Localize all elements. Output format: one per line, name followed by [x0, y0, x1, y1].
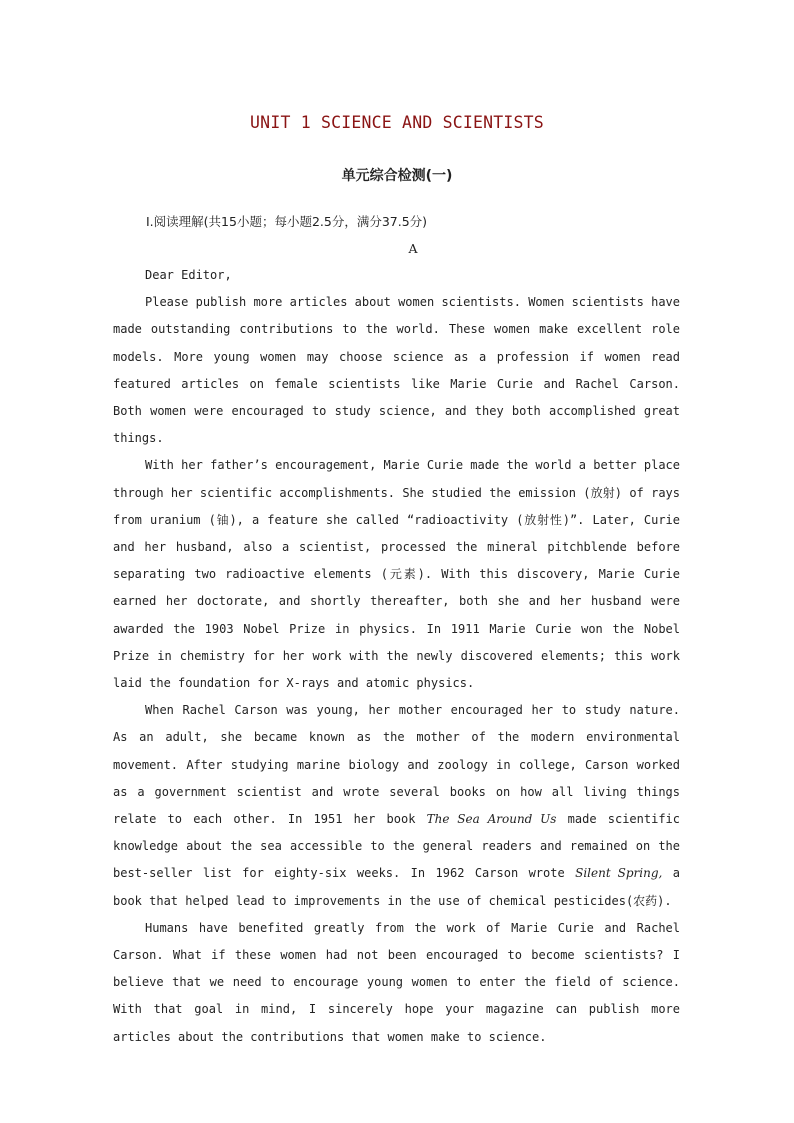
passage-label: A [408, 241, 418, 256]
book-title-sea-around-us: The Sea Around Us [426, 812, 557, 827]
paragraph-3-text-b: made scientific knowledge about the sea accessible to the general readers and remained on the best-seller list for eighty-six weeks. In 1962 Carson wrote [113, 812, 681, 881]
unit-title: UNIT 1 SCIENCE AND SCIENTISTS [250, 113, 544, 132]
letter-paragraph-3 [113, 697, 680, 915]
paragraph-3-text-a: When Rachel Carson was young, her mother encouraged her to study nature. As an adult, she became known as the mother of the modern environmental movement. After studying marine biology and zoology in college, Carson worked as a government scientist and wrote several books on how all living things relate to each other. In 1951 her book [113, 703, 680, 827]
letter-paragraph-1: Please publish more articles about women scientists. Women scientists have made outstanding contributions to the world. These women make excellent role models. More young women may choose science as a profession if women read featured articles on female scientists like Marie Curie and Rachel Carson. Both women were encouraged to study science, and they both accomplished great things. [113, 295, 680, 446]
test-subtitle: 单元综合检测(一) [341, 168, 453, 184]
letter-paragraph-4: Humans have benefited greatly from the work of Marie Curie and Rachel Carson. What if these women had not been encouraged to become scientists? I believe that we need to encourage young women to enter the field of science. With that goal in mind, I sincerely hope your magazine can publish more articles about the contributions that women make to science. [113, 920, 680, 1044]
letter-paragraph-2: With her father’s encouragement, Marie Curie made the world a better place through her scientific accomplishments. She studied the emission (放射) of rays from uranium (铀), a feature she called “radioactivity (放射性)”. Later, Curie and her husband, also a scientist, processed the mineral pitchblende before separating two radioactive elements (元素). With this discovery, Marie Curie earned her doctorate, and shortly thereafter, both she and her husband were awarded the 1903 Nobel Prize in physics. In 1911 Marie Curie won the Nobel Prize in chemistry for her work with the newly discovered elements; this work laid the foundation for X-rays and atomic physics. [113, 458, 680, 691]
paragraph-3-text-c: a book that helped lead to improvements in the use of chemical pesticides(农药). [113, 866, 680, 908]
book-title-silent-spring: Silent Spring, [575, 866, 663, 881]
section-heading: Ⅰ.阅读理解(共15小题；每小题2.5分，满分37.5分) [146, 214, 428, 229]
letter-greeting: Dear Editor, [145, 268, 232, 282]
letter-body [113, 262, 680, 1051]
